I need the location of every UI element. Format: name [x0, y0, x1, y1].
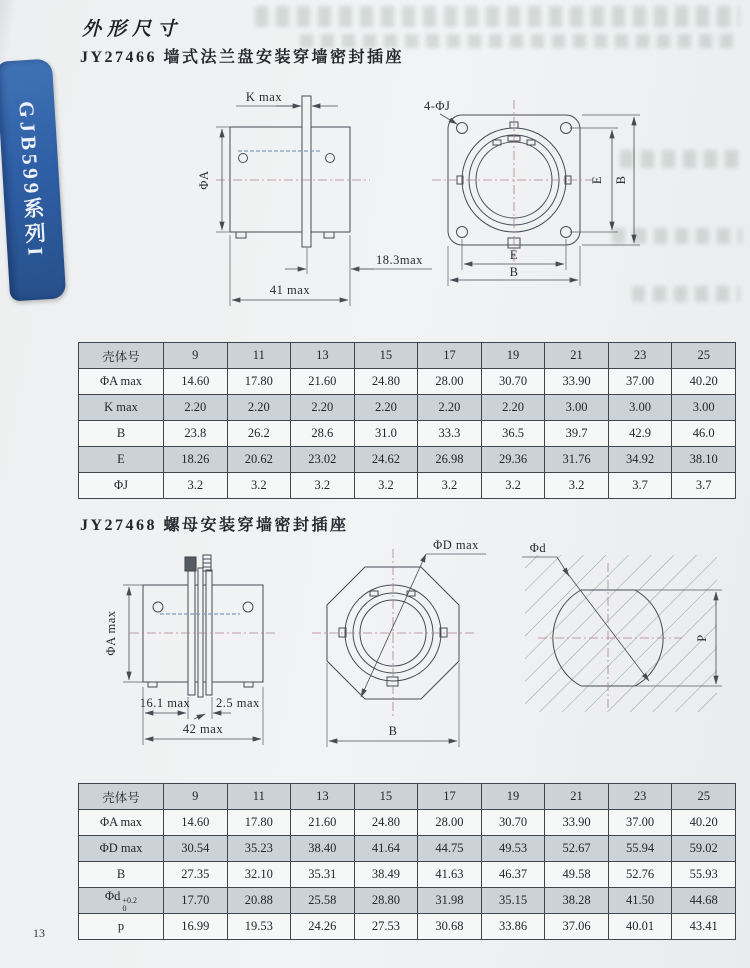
value-cell: 23.02: [291, 447, 355, 473]
value-cell: 55.94: [608, 836, 672, 862]
value-cell: 24.26: [291, 914, 355, 940]
nut-front-view-jy27468: [312, 538, 486, 747]
dim-label-42-max: 42 max: [182, 722, 224, 736]
value-cell: 38.49: [354, 862, 418, 888]
row-label: B: [79, 421, 164, 447]
page-number: 13: [33, 926, 45, 940]
dim-label-b-nut: B: [388, 724, 398, 738]
dim-label-k-max: K max: [245, 90, 283, 104]
dim-label-b-vertical: B: [614, 175, 628, 185]
shell-size-column-header: 23: [608, 343, 672, 369]
shell-size-column-header: 9: [164, 343, 228, 369]
value-cell: 3.00: [672, 395, 736, 421]
value-cell: 40.20: [672, 369, 736, 395]
shell-size-column-header: 13: [291, 784, 355, 810]
value-cell: 32.10: [227, 862, 291, 888]
value-cell: 30.70: [481, 810, 545, 836]
value-cell: 31.98: [418, 888, 482, 914]
value-cell: 30.68: [418, 914, 482, 940]
row-label: p: [79, 914, 164, 940]
panel-cutout-view: [522, 541, 722, 712]
value-cell: 21.60: [291, 810, 355, 836]
row-label: ΦD max: [79, 836, 164, 862]
value-cell: 35.15: [481, 888, 545, 914]
value-cell: 3.2: [227, 473, 291, 499]
value-cell: 27.53: [354, 914, 418, 940]
shell-size-column-header: 13: [291, 343, 355, 369]
section-heading-jy27468: JY27468 螺母安装穿墙密封插座: [80, 517, 349, 534]
drawing-jy27466: [80, 88, 740, 336]
shell-size-column-header: 19: [481, 343, 545, 369]
value-cell: 52.76: [608, 862, 672, 888]
value-cell: 16.99: [164, 914, 228, 940]
dim-label-phi-d: Φd: [529, 541, 547, 555]
value-cell: 3.2: [291, 473, 355, 499]
shell-size-column-header: 11: [227, 343, 291, 369]
row-label: E: [79, 447, 164, 473]
value-cell: 44.75: [418, 836, 482, 862]
table-row: [79, 473, 736, 499]
dim-label-phi-a-max: ΦA max: [104, 610, 118, 656]
shell-size-column-header: 25: [672, 343, 736, 369]
table-row: [79, 395, 736, 421]
table-row: [79, 862, 736, 888]
value-cell: 59.02: [672, 836, 736, 862]
dim-label-25-max: 2.5 max: [216, 696, 260, 710]
value-cell: 2.20: [418, 395, 482, 421]
section-heading-jy27466: JY27466 墙式法兰盘安装穿墙密封插座: [80, 49, 405, 66]
value-cell: 17.80: [227, 369, 291, 395]
value-cell: 25.58: [291, 888, 355, 914]
dim-label-mount-holes: 4-ΦJ: [424, 99, 451, 113]
value-cell: 38.28: [545, 888, 609, 914]
value-cell: 21.60: [291, 369, 355, 395]
page-title: 外形尺寸: [82, 19, 183, 40]
front-view-jy27466: [424, 99, 640, 286]
value-cell: 3.2: [354, 473, 418, 499]
value-cell: 28.6: [291, 421, 355, 447]
value-cell: 26.2: [227, 421, 291, 447]
table-row: [79, 888, 736, 914]
value-cell: 3.7: [608, 473, 672, 499]
shell-size-column-header: 21: [545, 343, 609, 369]
value-cell: 17.80: [227, 810, 291, 836]
value-cell: 14.60: [164, 369, 228, 395]
value-cell: 41.50: [608, 888, 672, 914]
value-cell: 41.64: [354, 836, 418, 862]
value-cell: 3.2: [545, 473, 609, 499]
value-cell: 3.2: [418, 473, 482, 499]
shell-size-column-header: 23: [608, 784, 672, 810]
value-cell: 33.3: [418, 421, 482, 447]
value-cell: 30.54: [164, 836, 228, 862]
dimension-table-jy27468: [78, 783, 736, 940]
row-label: Φd +0.2 0: [79, 888, 164, 914]
value-cell: 40.01: [608, 914, 672, 940]
series-tab-label: GJB599系列I: [14, 100, 48, 260]
value-cell: 3.00: [608, 395, 672, 421]
dim-label-b-horizontal: B: [509, 265, 519, 279]
table-row: [79, 369, 736, 395]
value-cell: 3.2: [164, 473, 228, 499]
value-cell: 55.93: [672, 862, 736, 888]
value-cell: 43.41: [672, 914, 736, 940]
value-cell: 40.20: [672, 810, 736, 836]
value-cell: 24.80: [354, 369, 418, 395]
value-cell: 27.35: [164, 862, 228, 888]
value-cell: 23.8: [164, 421, 228, 447]
value-cell: 3.2: [481, 473, 545, 499]
value-cell: 26.98: [418, 447, 482, 473]
shell-size-column-header: 21: [545, 784, 609, 810]
value-cell: 2.20: [354, 395, 418, 421]
value-cell: 28.00: [418, 369, 482, 395]
dim-label-161-max: 16.1 max: [139, 696, 191, 710]
value-cell: 2.20: [481, 395, 545, 421]
value-cell: 24.80: [354, 810, 418, 836]
row-label: K max: [79, 395, 164, 421]
value-cell: 39.7: [545, 421, 609, 447]
tolerance: +0.2 0: [122, 895, 137, 913]
value-cell: 41.63: [418, 862, 482, 888]
value-cell: 49.58: [545, 862, 609, 888]
dim-label-phi-a: ΦA: [197, 170, 211, 190]
dimension-table-jy27466: [78, 342, 736, 499]
value-cell: 2.20: [164, 395, 228, 421]
value-cell: 28.00: [418, 810, 482, 836]
value-cell: 2.20: [291, 395, 355, 421]
dim-label-depth: 18.3max: [376, 253, 423, 267]
value-cell: 29.36: [481, 447, 545, 473]
shell-size-column-header: 17: [418, 784, 482, 810]
value-cell: 42.9: [608, 421, 672, 447]
value-cell: 33.90: [545, 369, 609, 395]
shell-size-column-header: 25: [672, 784, 736, 810]
dim-label-phi-d-max: ΦD max: [433, 538, 479, 552]
value-cell: 38.40: [291, 836, 355, 862]
side-view-jy27468: [104, 555, 278, 745]
value-cell: 33.90: [545, 810, 609, 836]
value-cell: 35.31: [291, 862, 355, 888]
shell-size-column-header: 19: [481, 784, 545, 810]
value-cell: 30.70: [481, 369, 545, 395]
value-cell: 36.5: [481, 421, 545, 447]
dim-label-length: 41 max: [269, 283, 311, 297]
side-view-jy27466: [197, 90, 432, 306]
value-cell: 18.26: [164, 447, 228, 473]
dim-label-p: P: [695, 634, 709, 642]
dim-label-e-horizontal: E: [509, 248, 519, 262]
value-cell: 37.06: [545, 914, 609, 940]
value-cell: 44.68: [672, 888, 736, 914]
row-label: ΦA max: [79, 810, 164, 836]
value-cell: 28.80: [354, 888, 418, 914]
shell-size-column-header: 11: [227, 784, 291, 810]
value-cell: 34.92: [608, 447, 672, 473]
drawing-jy27468: [60, 535, 750, 765]
value-cell: 49.53: [481, 836, 545, 862]
series-tab-gjb599: [0, 59, 66, 302]
bleedthrough-artifact: [255, 6, 740, 27]
value-cell: 14.60: [164, 810, 228, 836]
table-row: [79, 914, 736, 940]
table-row: [79, 421, 736, 447]
dim-label-e-vertical: E: [590, 175, 604, 185]
value-cell: 2.20: [227, 395, 291, 421]
row-label: B: [79, 862, 164, 888]
value-cell: 37.00: [608, 810, 672, 836]
shell-size-column-header: 15: [354, 343, 418, 369]
value-cell: 52.67: [545, 836, 609, 862]
table-row: [79, 810, 736, 836]
row-label: ΦJ: [79, 473, 164, 499]
value-cell: 3.00: [545, 395, 609, 421]
table-row: [79, 447, 736, 473]
row-label: ΦA max: [79, 369, 164, 395]
value-cell: 31.76: [545, 447, 609, 473]
value-cell: 37.00: [608, 369, 672, 395]
value-cell: 19.53: [227, 914, 291, 940]
value-cell: 33.86: [481, 914, 545, 940]
value-cell: 31.0: [354, 421, 418, 447]
table-corner-header: 壳体号: [79, 784, 164, 810]
value-cell: 35.23: [227, 836, 291, 862]
value-cell: 20.62: [227, 447, 291, 473]
value-cell: 46.37: [481, 862, 545, 888]
value-cell: 20.88: [227, 888, 291, 914]
shell-size-column-header: 9: [164, 784, 228, 810]
value-cell: 17.70: [164, 888, 228, 914]
shell-size-column-header: 15: [354, 784, 418, 810]
table-row: [79, 836, 736, 862]
value-cell: 24.62: [354, 447, 418, 473]
value-cell: 38.10: [672, 447, 736, 473]
value-cell: 46.0: [672, 421, 736, 447]
shell-size-column-header: 17: [418, 343, 482, 369]
value-cell: 3.7: [672, 473, 736, 499]
table-corner-header: 壳体号: [79, 343, 164, 369]
